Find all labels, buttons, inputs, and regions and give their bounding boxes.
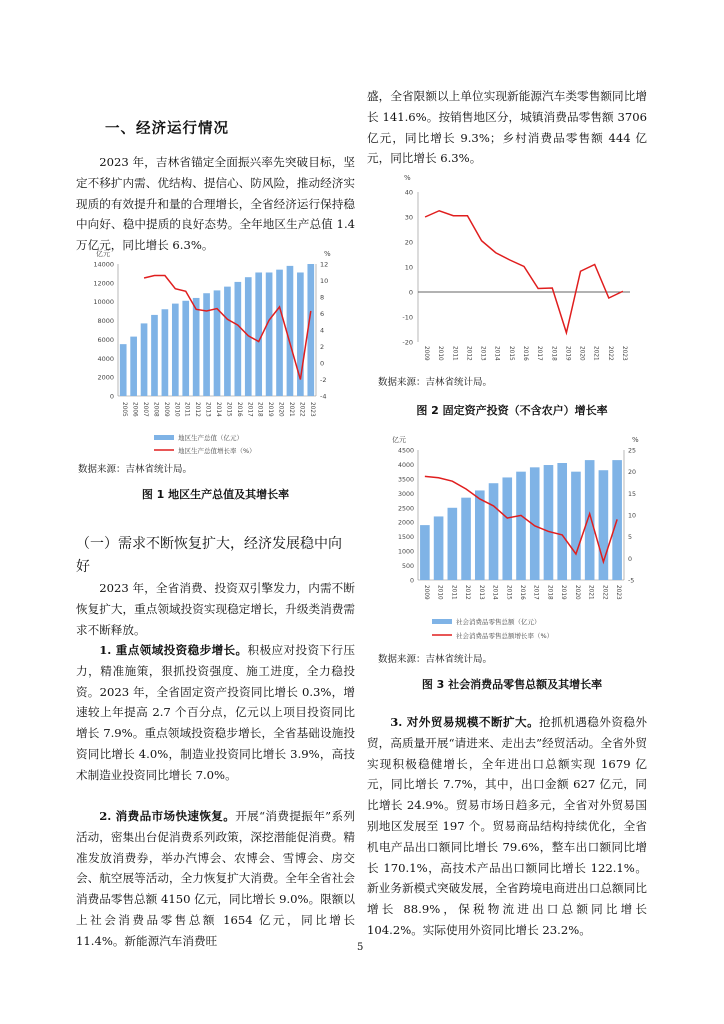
fig1-x-tick: 2006 bbox=[131, 402, 138, 417]
fig1-left-tick: 4000 bbox=[97, 354, 114, 363]
fig3-x-tick: 2009 bbox=[422, 585, 429, 600]
fig1-x-tick: 2017 bbox=[246, 402, 253, 417]
item2-text: 开展“消费提振年”系列活动，密集出台促消费系列政策，深挖潜能促消费。精准发放消费券，举办汽博会、农博会、雪博会、房交会、航空展等活动，全力恢复扩大消费。全年全省社会消费品零售总额 4150 亿元，同比增长 9.0%。限额以上社会消费品零售总额 1654 亿元，同比增长 11.4%。新能源汽车消费旺 bbox=[76, 809, 356, 948]
fig2-x-tick: 2009 bbox=[423, 346, 430, 361]
fig3-x-tick: 2010 bbox=[436, 585, 443, 600]
fig3-bar bbox=[448, 508, 458, 580]
fig1-bar bbox=[193, 298, 200, 396]
fig3-right-tick: 5 bbox=[628, 534, 633, 542]
subheading-demand: （一）需求不断恢复扩大，经济发展稳中向好 bbox=[76, 536, 342, 575]
fig3-right-tick: -5 bbox=[628, 577, 635, 585]
fig1-right-tick: 2 bbox=[320, 343, 325, 351]
fig1-bar bbox=[141, 323, 148, 396]
fig3-bar bbox=[571, 472, 581, 580]
fig3-bar bbox=[544, 465, 554, 580]
fig3-x-tick: 2022 bbox=[601, 585, 608, 600]
fig1-left-tick: 10000 bbox=[93, 298, 114, 307]
fig1-x-tick: 2010 bbox=[173, 402, 180, 417]
fig3-x-tick: 2023 bbox=[615, 585, 622, 600]
demand-paragraph: 2023 年，全省消费、投资双引擎发力，内需不断恢复扩大，重点领域投资实现稳定增长，升级类消费需求不断释放。 bbox=[76, 581, 355, 637]
fig1-x-tick: 2012 bbox=[194, 402, 201, 417]
fig1-bar bbox=[172, 304, 179, 396]
fig2-unit: % bbox=[404, 174, 411, 182]
fig1-bar bbox=[162, 309, 169, 396]
fig2-x-tick: 2016 bbox=[522, 346, 528, 361]
intro-paragraph: 2023 年，吉林省锚定全面振兴率先突破目标，坚定不移扩内需、优结构、提信心、防风险，推动经济实现质的有效提升和量的合理增长，全省经济运行保持稳中向好、稳中提质的良好态势。全年地区生产总值 1.4 万亿元，同比增长 6.3%。 bbox=[76, 155, 355, 253]
fig3-left-tick: 1000 bbox=[397, 548, 414, 556]
fig3-caption: 图 3 社会消费品零售总额及其增长率 bbox=[421, 678, 603, 691]
fig1-right-tick: 4 bbox=[320, 326, 325, 335]
fig1-x-tick: 2023 bbox=[308, 402, 315, 417]
fig3-left-unit: 亿元 bbox=[392, 436, 406, 444]
fig1-x-tick: 2013 bbox=[204, 402, 211, 417]
fig3-legend-bar-swatch bbox=[432, 619, 452, 624]
fig2-x-tick: 2023 bbox=[620, 346, 627, 361]
item1-text: 积极应对投资下行压力，精准施策，狠抓投资强度、施工进度，全力稳投资。2023 年，全省固定资产投资同比增长 0.3%，增速较上年提高 2.7 个百分点，亿元以上项目投资同比增长 7.9%。重点领域投资稳步增长，全省基础设施投资同比增长 4.0%，制造业投资同比增长 3.9%，高技术制造业投资同比增长 7.0%。 bbox=[76, 643, 355, 782]
fig1-right-tick: 6 bbox=[320, 310, 325, 318]
fig2-x-tick: 2011 bbox=[451, 346, 458, 361]
fig1-x-tick: 2005 bbox=[121, 402, 128, 417]
fig3-right-tick: 10 bbox=[628, 512, 637, 520]
item1-paragraph bbox=[76, 640, 355, 786]
fig3-right-tick: 15 bbox=[628, 490, 637, 498]
fig3-x-tick: 2012 bbox=[464, 585, 471, 600]
fig3-bar bbox=[585, 460, 595, 580]
page-number: 5 bbox=[357, 942, 364, 953]
fig3-left-tick: 4500 bbox=[397, 447, 414, 455]
fig3-x-tick: 2019 bbox=[560, 585, 567, 600]
fig1-bar bbox=[224, 287, 231, 396]
fig2-y-tick: 0 bbox=[408, 288, 413, 297]
fig2-x-tick: 2015 bbox=[507, 346, 514, 361]
fig3-x-tick: 2013 bbox=[477, 585, 484, 600]
fig1-x-tick: 2021 bbox=[287, 402, 294, 417]
fig1-gdp-chart bbox=[78, 248, 358, 458]
fig3-right-tick: 25 bbox=[628, 447, 637, 455]
fig2-x-tick: 2022 bbox=[606, 346, 613, 361]
fig2-x-tick: 2010 bbox=[437, 346, 444, 361]
fig3-left-tick: 2000 bbox=[397, 519, 414, 527]
fig1-bar bbox=[214, 290, 221, 396]
fig2-caption: 图 2 固定资产投资（不含农户）增长率 bbox=[416, 404, 608, 417]
fig3-x-tick: 2015 bbox=[505, 585, 512, 600]
fig3-left-tick: 2500 bbox=[397, 505, 414, 513]
fig3-right-unit: % bbox=[632, 436, 639, 444]
fig1-bar bbox=[266, 272, 273, 396]
fig1-left-unit: 亿元 bbox=[96, 250, 110, 258]
fig1-legend-bar-swatch bbox=[154, 435, 174, 440]
fig3-left-tick: 0 bbox=[409, 577, 414, 585]
fig3-left-tick: 500 bbox=[401, 563, 414, 571]
fig1-x-tick: 2015 bbox=[225, 402, 232, 417]
fig3-x-tick: 2017 bbox=[532, 585, 539, 600]
fig3-bar bbox=[475, 490, 485, 580]
fig2-y-tick: 30 bbox=[404, 213, 413, 222]
fig2-y-tick: 10 bbox=[404, 263, 413, 272]
fig1-x-tick: 2018 bbox=[256, 402, 263, 417]
fig1-bar bbox=[130, 337, 137, 396]
fig3-x-tick: 2020 bbox=[573, 585, 580, 600]
item2-title: 2. 消费品市场快速恢复。 bbox=[99, 809, 236, 823]
fig1-bar bbox=[120, 344, 127, 396]
fig1-right-unit: % bbox=[324, 250, 331, 258]
fig1-legend-bar-label: 地区生产总值（亿元） bbox=[178, 434, 243, 442]
fig1-caption: 图 1 地区生产总值及其增长率 bbox=[141, 488, 290, 501]
fig1-left-tick: 8000 bbox=[97, 317, 114, 326]
fig1-bar bbox=[287, 266, 294, 396]
fig1-x-tick: 2019 bbox=[267, 402, 274, 417]
fig2-growth-line bbox=[425, 211, 623, 333]
fig3-right-tick: 20 bbox=[628, 469, 637, 477]
fig3-left-tick: 1500 bbox=[397, 534, 414, 542]
fig2-x-tick: 2017 bbox=[536, 346, 543, 361]
fig1-right-tick: 12 bbox=[320, 260, 329, 269]
fig3-bar bbox=[557, 463, 567, 580]
fig1-legend-line-label: 地区生产总值增长率（%） bbox=[178, 447, 256, 455]
fig1-bar bbox=[235, 282, 242, 396]
fig3-left-tick: 4000 bbox=[397, 461, 414, 469]
fig2-x-tick: 2012 bbox=[465, 346, 472, 361]
fig1-x-tick: 2022 bbox=[298, 402, 305, 417]
fig1-left-tick: 2000 bbox=[97, 373, 114, 382]
fig1-right-tick: -2 bbox=[320, 376, 327, 384]
item3-text: 抢抓机遇稳外资稳外贸，高质量开展“请进来、走出去”经贸活动。全省外贸实现积极稳健增长，全年进出口总额实现 1679 亿元，同比增长 7.7%，其中，出口金额 627 亿元，同比增长 24.9%。贸易市场日趋多元，全省对外贸易国别地区发展至 197 个。贸易商品结构持续优化，全省机电产品出口额同比增长 79.6%，整车出口额同比增长 170.1%，高技术产品出口额同比增长 122.1%。新业务新模式突破发展，全省跨境电商进出口总额同比增长 88.9%，保税物流进出口总额同比增长 104.2%。实际使用外资同比增长 23.2%。 bbox=[367, 715, 647, 937]
fig2-x-tick: 2013 bbox=[479, 346, 486, 361]
fig1-right-tick: 10 bbox=[320, 277, 329, 285]
fig2-y-tick: -10 bbox=[402, 313, 413, 322]
fig3-x-tick: 2011 bbox=[450, 585, 457, 600]
fig1-left-tick: 0 bbox=[109, 392, 114, 401]
item3-title: 3. 对外贸易规模不断扩大。 bbox=[390, 715, 540, 729]
fig3-retail-chart bbox=[378, 434, 654, 646]
section-heading: 一、经济运行情况 bbox=[105, 121, 229, 137]
fig2-investment-chart bbox=[378, 172, 650, 370]
fig2-x-tick: 2020 bbox=[578, 346, 585, 361]
fig3-x-tick: 2016 bbox=[519, 585, 525, 600]
fig3-bar bbox=[461, 498, 471, 580]
fig3-right-tick: 0 bbox=[628, 555, 633, 563]
fig1-x-tick: 2016 bbox=[235, 402, 242, 417]
fig1-left-tick: 6000 bbox=[97, 335, 114, 344]
fig3-left-tick: 3000 bbox=[397, 490, 414, 498]
fig2-y-tick: -20 bbox=[402, 338, 413, 347]
fig2-x-tick: 2021 bbox=[592, 346, 599, 361]
fig1-bar bbox=[255, 272, 262, 396]
fig1-right-tick: 8 bbox=[320, 293, 325, 302]
fig3-bar bbox=[434, 516, 444, 580]
fig1-left-tick: 14000 bbox=[93, 260, 114, 269]
item2-paragraph bbox=[76, 806, 355, 952]
fig1-x-tick: 2009 bbox=[162, 402, 169, 417]
fig1-bar bbox=[203, 293, 210, 396]
fig2-y-tick: 40 bbox=[404, 188, 413, 197]
item1-title: 1. 重点领域投资稳步增长。 bbox=[99, 643, 248, 657]
fig1-bar bbox=[276, 270, 283, 396]
continuation-paragraph: 盛，全省限额以上单位实现新能源汽车类零售额同比增长 141.6%。按销售地区分，城镇消费品零售额 3706 亿元，同比增长 9.3%；乡村消费品零售额 444 亿元，同比增长 6.3%。 bbox=[367, 89, 647, 166]
fig1-right-tick: -4 bbox=[320, 392, 327, 401]
fig2-y-tick: 20 bbox=[404, 238, 413, 247]
fig3-left-tick: 3500 bbox=[397, 476, 414, 484]
fig3-source-note: 数据来源：吉林省统计局。 bbox=[378, 654, 493, 665]
fig2-x-tick: 2019 bbox=[564, 346, 571, 361]
fig1-bar bbox=[182, 301, 189, 396]
fig3-x-tick: 2014 bbox=[491, 585, 498, 600]
fig1-x-tick: 2020 bbox=[277, 402, 284, 417]
fig1-source-note: 数据来源：吉林省统计局。 bbox=[78, 464, 193, 475]
fig3-bar bbox=[502, 477, 512, 580]
fig3-bar bbox=[489, 483, 499, 580]
fig1-bar bbox=[151, 315, 158, 396]
fig2-x-tick: 2018 bbox=[550, 346, 557, 361]
fig2-source-note: 数据来源：吉林省统计局。 bbox=[378, 377, 493, 388]
fig2-x-tick: 2014 bbox=[493, 346, 500, 361]
fig3-legend-line-label: 社会消费品零售总额增长率（%） bbox=[456, 632, 554, 640]
fig1-x-tick: 2011 bbox=[183, 402, 190, 417]
fig1-x-tick: 2008 bbox=[152, 402, 159, 417]
fig1-x-tick: 2014 bbox=[215, 402, 221, 417]
fig3-x-tick: 2018 bbox=[546, 585, 553, 600]
fig3-bar bbox=[420, 525, 430, 580]
fig3-legend-bar-label: 社会消费品零售总额（亿元） bbox=[456, 618, 541, 626]
fig3-x-tick: 2021 bbox=[587, 585, 594, 600]
fig1-left-tick: 12000 bbox=[93, 279, 114, 288]
fig1-x-tick: 2007 bbox=[142, 402, 149, 417]
fig1-right-tick: 0 bbox=[320, 359, 325, 368]
fig3-bar bbox=[516, 472, 526, 580]
item3-paragraph bbox=[367, 712, 647, 941]
